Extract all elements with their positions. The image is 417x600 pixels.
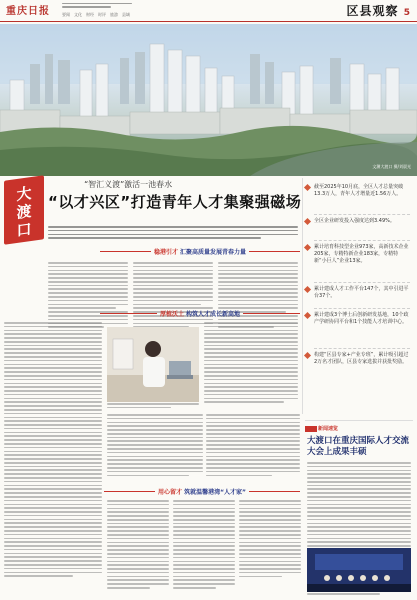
body-column [204, 322, 298, 403]
diamond-bullet-icon [304, 184, 311, 191]
article-kicker: “智汇义渡”激活一池春水 [84, 180, 173, 189]
nav-strip [62, 12, 130, 18]
diamond-bullet-icon [304, 286, 311, 293]
section-title: 区县观察 5 [346, 4, 411, 18]
issue-info [62, 3, 132, 8]
lab-researcher-photo [107, 327, 199, 402]
photo-caption: 文渊大渡口 摄/刘晨光 [372, 164, 411, 169]
body-column [206, 414, 300, 476]
body-column [173, 500, 235, 589]
nav-item[interactable]: 旅游 [110, 12, 118, 17]
subhead-3: 用心留才 筑就温馨港湾“人才家” [104, 486, 300, 497]
newspaper-logo: 重庆日报 [6, 6, 50, 17]
photo-caption [307, 593, 411, 595]
main-headline: “以才兴区”打造青年人才集聚强磁场 [48, 193, 302, 211]
subhead-1: 稳港引才 汇聚高质量发展青春力量 [100, 246, 300, 257]
body-column [4, 322, 102, 577]
diamond-bullet-icon [304, 218, 311, 225]
nav-item[interactable]: 时评 [98, 12, 106, 17]
photo-caption [107, 403, 199, 408]
body-column [107, 414, 203, 476]
nav-item[interactable]: 文化 [74, 12, 82, 17]
nav-item[interactable]: 财经 [86, 12, 94, 17]
right-story-body [307, 462, 411, 551]
nav-item[interactable]: 要闻 [62, 12, 70, 17]
nav-item[interactable]: 县域 [122, 12, 130, 17]
masthead [0, 0, 417, 22]
conference-stage-photo [307, 548, 411, 592]
right-story-kicker: 新闻速览 [318, 426, 339, 432]
body-column [239, 500, 301, 577]
district-badge: 大 渡 口 [4, 175, 44, 245]
body-column [107, 500, 169, 589]
facts-sidebar: 截至2025年10月底，全区人才总量突破13.3万人，青年人才增量近1.56万人。 全区企业研发投入强度达到3.49%。 累计培育科技型企业973家，高新技术企业205家，专精特新企业183家，专精特新“小巨人”企业13家。 累计建成人才工作平台147个，其中引进平台37个。 累计建成3个博士后创新研发基地，10个政产学研协同平台和1个技能人才培训中心。 构建“区县专家+产业专班”，累计吸引超过2万名才团队，区县专家选拔并获批奖励。 [305, 178, 413, 400]
diamond-bullet-icon [304, 244, 311, 251]
diamond-bullet-icon [304, 352, 311, 359]
column-divider [302, 178, 303, 414]
story-marker-icon [305, 426, 317, 432]
right-story-headline: 大渡口在重庆国际人才交流大会上成果丰硕 [307, 436, 410, 457]
article-lede [48, 226, 298, 239]
subhead-2: 厚植沃土 构筑人才成长新高地 [100, 308, 300, 319]
diamond-bullet-icon [304, 312, 311, 319]
section-divider [305, 420, 413, 421]
hero-cityscape-photo [0, 24, 417, 176]
